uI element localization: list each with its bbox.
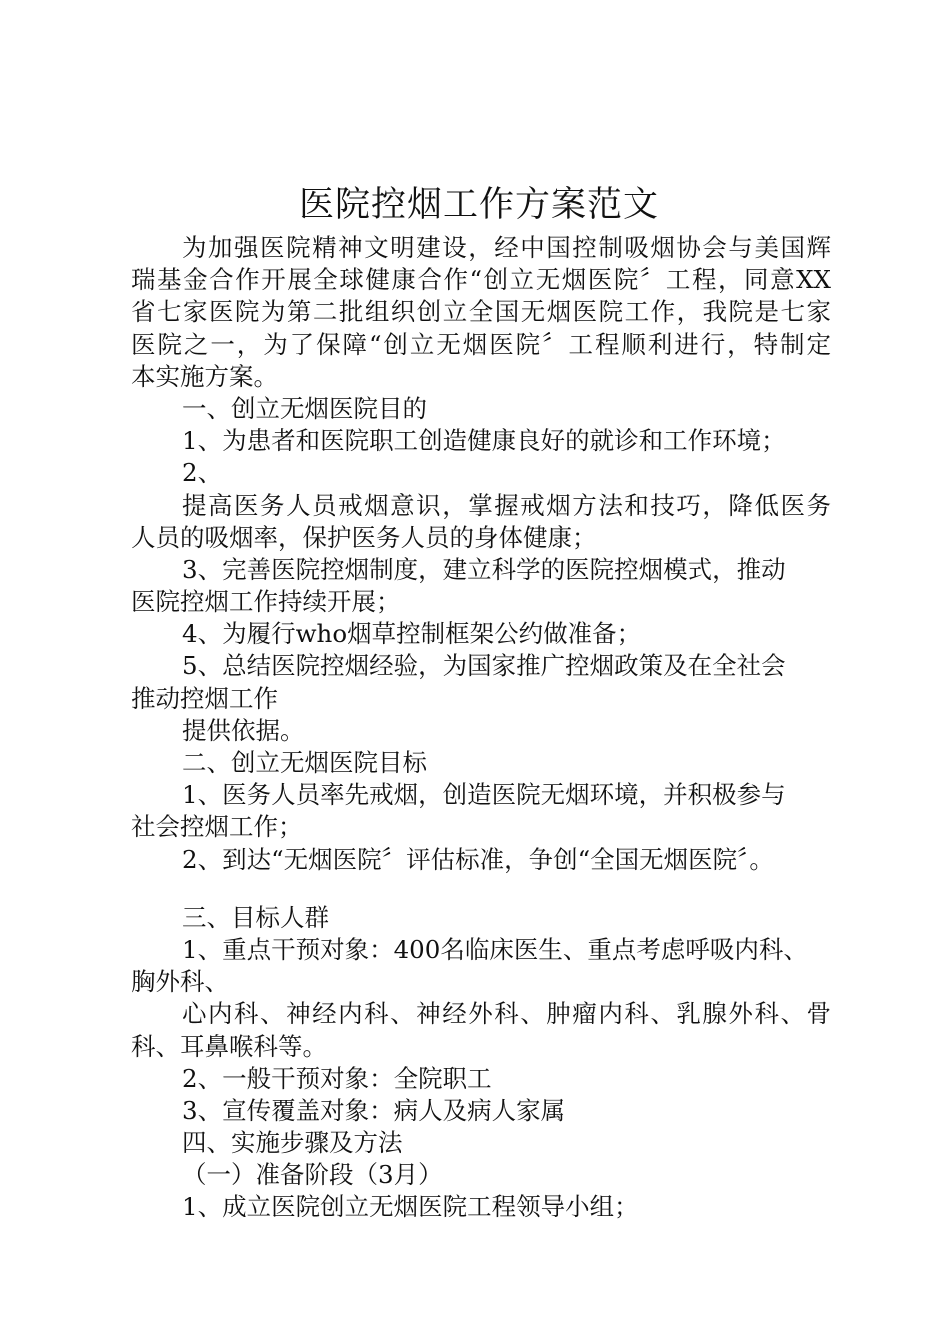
paragraph-line: 2、一般干预对象：全院职工 <box>182 1063 492 1093</box>
paragraph-line: 瑞基金合作开展全球健康合作“创立无烟医院〞工程，同意XX <box>131 265 831 295</box>
paragraph-line: 推动控烟工作 <box>131 683 278 713</box>
paragraph-line: 3、完善医院控烟制度，建立科学的医院控烟模式，推动 <box>182 554 786 584</box>
paragraph-line: 提供依据。 <box>182 715 305 745</box>
paragraph-line: 省七家医院为第二批组织创立全国无烟医院工作，我院是七家 <box>131 297 831 327</box>
paragraph-line: 2、到达“无烟医院〞评估标准，争创“全国无烟医院〞。 <box>182 844 774 874</box>
paragraph-line: 科、耳鼻喉科等。 <box>131 1031 327 1061</box>
blank-line <box>131 876 831 902</box>
paragraph-line: 5、总结医院控烟经验，为国家推广控烟政策及在全社会 <box>182 651 786 681</box>
paragraph-line: 3、宣传覆盖对象：病人及病人家属 <box>182 1095 566 1125</box>
paragraph-line: 心内科、神经内科、神经外科、肿瘤内科、乳腺外科、骨 <box>182 999 831 1029</box>
paragraph-line: 一、创立无烟医院目的 <box>182 393 427 423</box>
paragraph-line: 社会控烟工作； <box>131 812 303 842</box>
paragraph-line: 本实施方案。 <box>131 361 278 391</box>
paragraph-line: 医院之一，为了保障“创立无烟医院〞工程顺利进行，特制定 <box>131 329 831 359</box>
paragraph-line: 人员的吸烟率，保护医务人员的身体健康； <box>131 522 597 552</box>
paragraph-line: 1、成立医院创立无烟医院工程领导小组； <box>182 1192 639 1222</box>
paragraph-line: 二、创立无烟医院目标 <box>182 748 427 777</box>
paragraph-line: 1、为患者和医院职工创造健康良好的就诊和工作环境； <box>182 426 786 456</box>
paragraph-line: 胸外科、 <box>131 967 229 997</box>
paragraph-line: 为加强医院精神文明建设，经中国控制吸烟协会与美国辉 <box>182 233 831 262</box>
paragraph-line: 三、目标人群 <box>182 902 329 932</box>
paragraph-line: 提高医务人员戒烟意识，掌握戒烟方法和技巧，降低医务 <box>182 490 831 520</box>
paragraph-line: （一）准备阶段（3月） <box>182 1160 443 1190</box>
paragraph-line: 4、为履行who烟草控制框架公约做准备； <box>182 619 642 649</box>
paragraph-line: 1、医务人员率先戒烟，创造医院无烟环境，并积极参与 <box>182 780 786 810</box>
paragraph-line: 2、 <box>182 458 223 488</box>
paragraph-line: 四、实施步骤及方法 <box>182 1128 403 1158</box>
document-body <box>131 232 831 1224</box>
paragraph-line: 1、重点干预对象：400名临床医生、重点考虑呼吸内科、 <box>182 934 808 964</box>
paragraph-line: 医院控烟工作持续开展； <box>131 587 401 617</box>
document-title: 医院控烟工作方案范文 <box>298 185 659 225</box>
